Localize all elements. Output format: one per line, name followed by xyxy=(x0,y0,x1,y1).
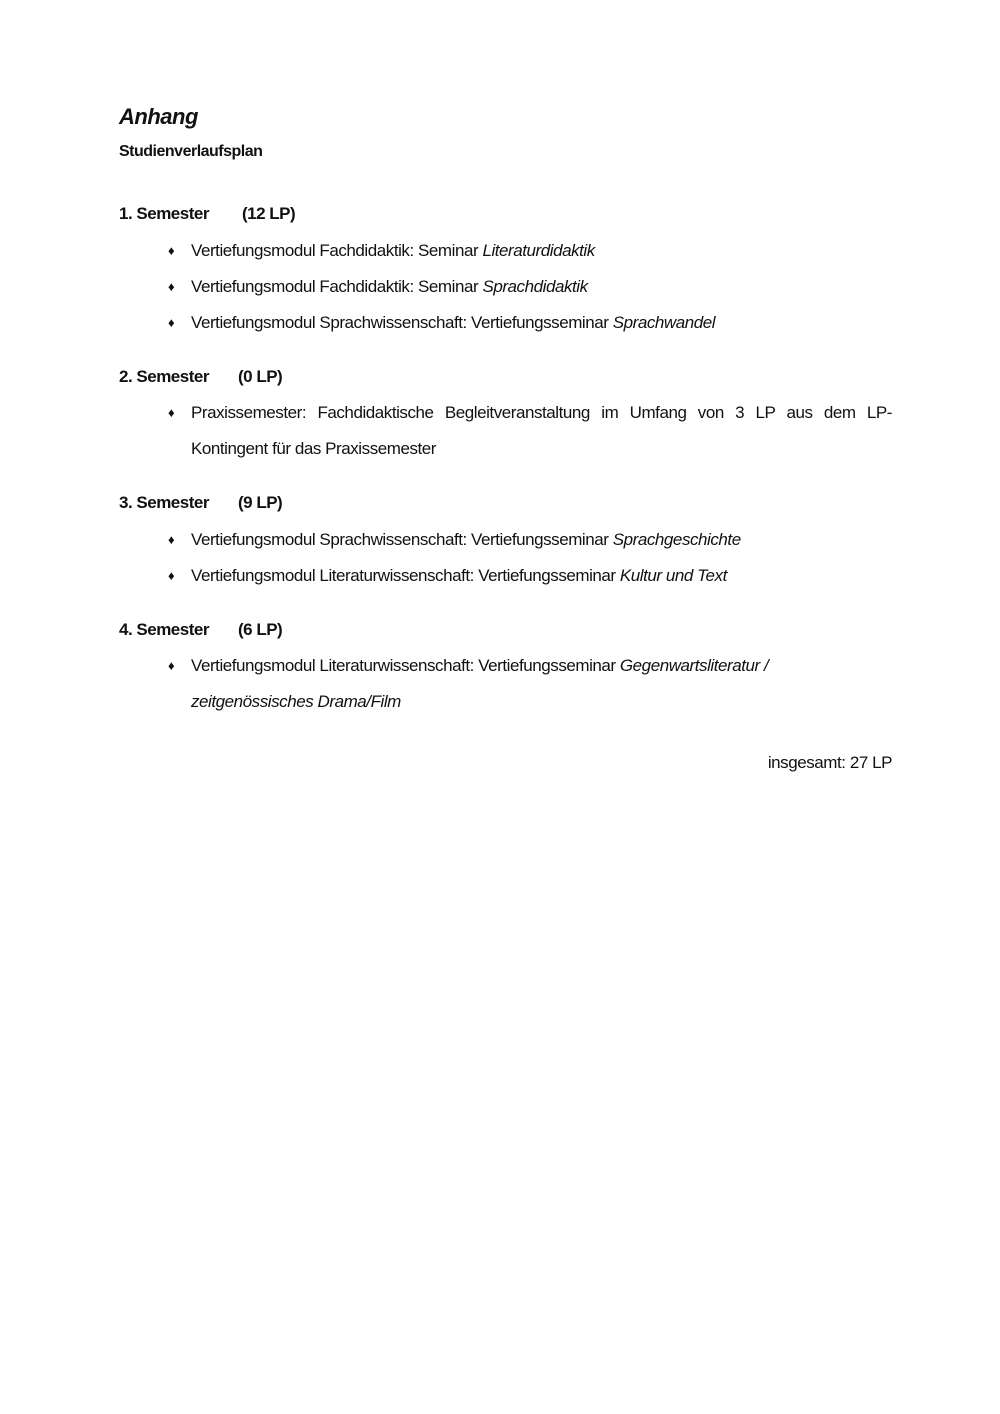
diamond-bullet-icon: ♦ xyxy=(168,568,175,583)
item-text: Praxissemester: Fachdidaktische Begleitveranstaltung im Umfang von 3 LP aus dem LP-Kontingent für das Praxissemester xyxy=(191,403,892,458)
item-text: Vertiefungsmodul Sprachwissenschaft: Vertiefungsseminar xyxy=(191,530,613,549)
semester-label: 4. Semester xyxy=(119,620,209,639)
item-italic: Gegenwartsliteratur / zeitgenössisches Drama/Film xyxy=(191,656,769,711)
diamond-bullet-icon: ♦ xyxy=(168,279,175,294)
item-italic: Sprachwandel xyxy=(612,313,716,332)
diamond-bullet-icon: ♦ xyxy=(168,658,175,673)
diamond-bullet-icon: ♦ xyxy=(168,243,175,258)
semester-lp: (6 LP) xyxy=(238,620,283,639)
semester-label: 2. Semester xyxy=(119,367,209,386)
section-subtitle: Studienverlaufsplan xyxy=(119,143,263,160)
total-lp: insgesamt: 27 LP xyxy=(767,753,892,772)
semester-lp: (9 LP) xyxy=(238,493,283,512)
semester-label: 3. Semester xyxy=(119,493,209,512)
semester-heading xyxy=(119,367,283,387)
item-italic: Sprachgeschichte xyxy=(612,530,741,549)
semester-lp: (0 LP) xyxy=(238,367,283,386)
item-text: Vertiefungsmodul Literaturwissenschaft: Vertiefungsseminar xyxy=(191,566,620,585)
list-item xyxy=(168,269,892,305)
semester-heading xyxy=(119,204,296,224)
item-italic: Sprachdidaktik xyxy=(482,277,588,296)
item-italic: Kultur und Text xyxy=(619,566,727,585)
list-item xyxy=(168,558,892,594)
item-text: Vertiefungsmodul Literaturwissenschaft: Vertiefungsseminar xyxy=(191,656,620,675)
list-item xyxy=(168,395,892,467)
semester-heading xyxy=(119,493,283,513)
diamond-bullet-icon: ♦ xyxy=(168,405,175,420)
semester-heading xyxy=(119,620,283,640)
list-item xyxy=(168,233,892,269)
diamond-bullet-icon: ♦ xyxy=(168,532,175,547)
list-item xyxy=(168,648,811,720)
list-item xyxy=(168,522,892,558)
item-text: Vertiefungsmodul Fachdidaktik: Seminar xyxy=(191,241,483,260)
diamond-bullet-icon: ♦ xyxy=(168,315,175,330)
item-text: Vertiefungsmodul Sprachwissenschaft: Vertiefungsseminar xyxy=(191,313,613,332)
page-title: Anhang xyxy=(119,104,198,129)
list-item xyxy=(168,305,892,341)
semester-label: 1. Semester xyxy=(119,204,209,223)
item-italic: Literaturdidaktik xyxy=(482,241,595,260)
item-text: Vertiefungsmodul Fachdidaktik: Seminar xyxy=(191,277,483,296)
semester-lp: (12 LP) xyxy=(242,204,296,223)
